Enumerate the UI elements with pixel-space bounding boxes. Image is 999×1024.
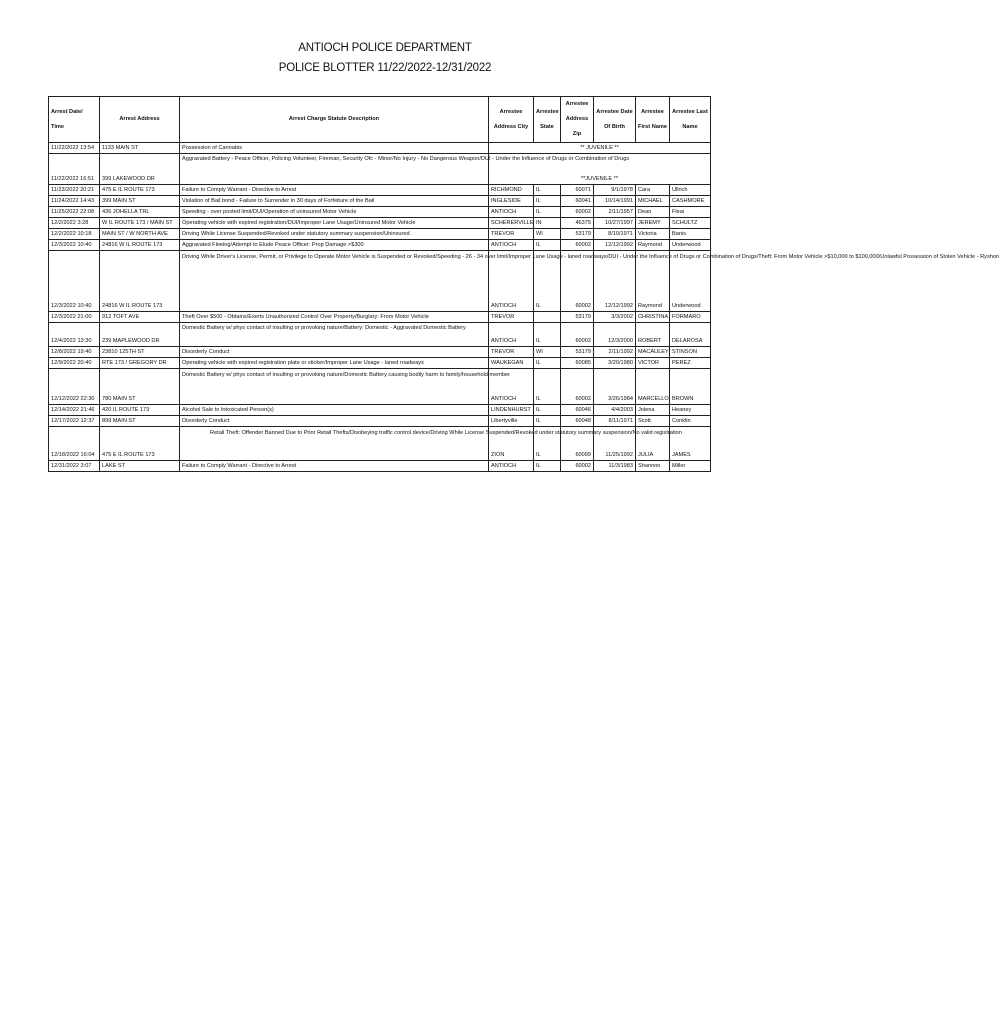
- cell-dob: 3/20/1980: [594, 358, 636, 369]
- cell-first-name: Dean: [636, 207, 670, 218]
- cell-zip: 60002: [561, 323, 594, 347]
- cell-zip: 60002: [561, 461, 594, 472]
- arrest-table: [48, 96, 999, 472]
- cell-zip: 60099: [561, 427, 594, 461]
- cell-last-name: Heaney: [670, 405, 711, 416]
- cell-address: 399 MAIN ST: [100, 196, 180, 207]
- table-row: [49, 427, 711, 461]
- cell-last-name: Fleai: [670, 207, 711, 218]
- col-header-charge: Arrest Charge Statute Description: [180, 97, 489, 143]
- cell-city: ANTIOCH: [489, 461, 534, 472]
- cell-first-name: VICTOR: [636, 358, 670, 369]
- cell-first-name: ROBERT: [636, 323, 670, 347]
- cell-city: TREVOR: [489, 229, 534, 240]
- cell-zip: 53179: [561, 312, 594, 323]
- cell-state: IL: [534, 196, 561, 207]
- cell-state: IL: [534, 416, 561, 427]
- cell-first-name: CHRISTINA: [636, 312, 670, 323]
- cell-zip: 53179: [561, 229, 594, 240]
- cell-state: IL: [534, 185, 561, 196]
- cell-date-time: 11/22/2022 16:51: [49, 154, 100, 185]
- cell-first-name: Victoria: [636, 229, 670, 240]
- cell-city: WAUKEGAN: [489, 358, 534, 369]
- table-row: [49, 347, 711, 358]
- col-header-address: Arrest Address: [100, 97, 180, 143]
- cell-charge: Driving While Driver's License, Permit, or Privilege to Operate Motor Vehicle is Suspended or Revoked/Speeding - 26 - 34 over limit/Improper Lane Usage - laned roadways/DUI - Under the Influence of Drugs or Combination of Drugs/Theft: From Motor Vehicle >$10,000 to $100,000/Unlawful Possession of Stolen Vehicle - Ryshon: [180, 251, 489, 312]
- cell-date-time: 12/2/2022 10:18: [49, 229, 100, 240]
- cell-date-time: 11/25/2022 22:08: [49, 207, 100, 218]
- cell-last-name: SCHULTZ: [670, 218, 711, 229]
- table-row: [49, 323, 711, 347]
- cell-city: SCHERERVILLE: [489, 218, 534, 229]
- cell-charge: Aggravated Battery - Peace Officer, Policing Volunteer, Fireman, Security Ofc - Minor/No Injury - No Dangerous Weapon/DUI - Under the Influence of Drugs or Combination of Drugs: [180, 154, 489, 185]
- cell-charge: Domestic Battery w/ phys contact of insulting or provoking nature/Battery: Domestic - Aggravated Domestic Battery: [180, 323, 489, 347]
- cell-last-name: PEREZ: [670, 358, 711, 369]
- cell-last-name: Underwood: [670, 251, 711, 312]
- table-row: [49, 312, 711, 323]
- cell-last-name: Underwood: [670, 240, 711, 251]
- table-row: [49, 461, 711, 472]
- table-row: [49, 251, 711, 312]
- cell-address: 475 E IL ROUTE 173: [100, 185, 180, 196]
- cell-first-name: Shannon: [636, 461, 670, 472]
- cell-zip: 60002: [561, 240, 594, 251]
- cell-charge: Failure to Comply Warrant - Directive to Arrest: [180, 461, 489, 472]
- cell-address: 23810 125TH ST: [100, 347, 180, 358]
- cell-charge: Failure to Comply Warrant - Directive to Arrest: [180, 185, 489, 196]
- department-title: ANTIOCH POLICE DEPARTMENT: [298, 42, 472, 54]
- cell-charge: Violation of Bail bond - Failure to Surrender in 30 days of Forfeiture of the Bail: [180, 196, 489, 207]
- cell-dob: 3/26/1984: [594, 369, 636, 405]
- table-row: [49, 416, 711, 427]
- cell-city: LINDENHURST: [489, 405, 534, 416]
- cell-zip: 46375: [561, 218, 594, 229]
- cell-first-name: Cara: [636, 185, 670, 196]
- cell-address: 399 LAKEWOOD DR: [100, 154, 180, 185]
- cell-state: WI: [534, 229, 561, 240]
- cell-first-name: MACAULEY: [636, 347, 670, 358]
- cell-date-time: 11/22/2022 13:54: [49, 143, 100, 154]
- col-header-date-time: Arrest Date/ Time: [49, 97, 100, 143]
- cell-state: [534, 312, 561, 323]
- cell-charge: Operating vehicle with expired registration/DUI/Improper Lane Usage/Uninsured Motor Vehicle: [180, 218, 489, 229]
- cell-dob: 8/11/1971: [594, 416, 636, 427]
- cell-last-name: JAMES: [670, 427, 711, 461]
- cell-zip: 60002: [561, 369, 594, 405]
- cell-last-name: FORMARO: [670, 312, 711, 323]
- cell-date-time: 12/12/2022 22:30: [49, 369, 100, 405]
- cell-charge: Disorderly Conduct: [180, 347, 489, 358]
- cell-date-time: 11/23/2022 20:21: [49, 185, 100, 196]
- juvenile-label: ** JUVENILE **: [489, 143, 711, 154]
- cell-city: TREVOR: [489, 347, 534, 358]
- cell-first-name: JULIA: [636, 427, 670, 461]
- cell-dob: 12/3/2000: [594, 323, 636, 347]
- cell-date-time: 12/31/2022 3:07: [49, 461, 100, 472]
- cell-city: INGLESIDE: [489, 196, 534, 207]
- cell-city: RICHMOND: [489, 185, 534, 196]
- cell-last-name: Ullrich: [670, 185, 711, 196]
- cell-last-name: CASHMORE: [670, 196, 711, 207]
- cell-first-name: JEREMY: [636, 218, 670, 229]
- cell-dob: 12/12/1992: [594, 240, 636, 251]
- cell-dob: 9/1/1978: [594, 185, 636, 196]
- cell-address: 780 MAIN ST: [100, 369, 180, 405]
- cell-dob: 2/11/1992: [594, 347, 636, 358]
- cell-date-time: 12/14/2022 21:46: [49, 405, 100, 416]
- cell-address: 436 JOHELLA TRL: [100, 207, 180, 218]
- cell-zip: 60041: [561, 196, 594, 207]
- cell-charge: Domestic Battery w/ phys contact of insulting or provoking nature/Domestic Battery causing bodily harm to family/household member: [180, 369, 489, 405]
- col-header-dob: Arrestee Date Of Birth: [594, 97, 636, 143]
- cell-first-name: Jolena: [636, 405, 670, 416]
- cell-last-name: Banis: [670, 229, 711, 240]
- cell-address: LAKE ST: [100, 461, 180, 472]
- cell-date-time: 12/9/2022 20:40: [49, 358, 100, 369]
- cell-charge: Driving While License Suspended/Revoked under statutory summary suspension/Uninsured: [180, 229, 489, 240]
- cell-last-name: BROWN: [670, 369, 711, 405]
- cell-state: IL: [534, 427, 561, 461]
- cell-city: ANTIOCH: [489, 323, 534, 347]
- cell-dob: 11/3/1983: [594, 461, 636, 472]
- cell-date-time: 12/18/2022 16:04: [49, 427, 100, 461]
- table-header-row: [49, 97, 711, 143]
- cell-first-name: MARCELLO: [636, 369, 670, 405]
- report-header: [0, 38, 770, 78]
- cell-last-name: Conklin: [670, 416, 711, 427]
- cell-dob: 10/14/1991: [594, 196, 636, 207]
- cell-address: W IL ROUTE 173 / MAIN ST: [100, 218, 180, 229]
- cell-state: IL: [534, 207, 561, 218]
- cell-charge: Speeding - over posted limit/DUI/Operation of uninsured Motor Vehicle: [180, 207, 489, 218]
- cell-charge: Retail Theft: Offender Banned Due to Prior Retail Thefts/Disobeying traffic control device/Driving While License Suspended/Revoked under statutory summary suspension/No valid registration: [180, 427, 489, 461]
- col-header-last-name: Arrestee Last Name: [670, 97, 711, 143]
- cell-last-name: DELAROSA: [670, 323, 711, 347]
- table-row: [49, 207, 711, 218]
- cell-dob: 10/27/1997: [594, 218, 636, 229]
- cell-date-time: 11/24/2022 14:43: [49, 196, 100, 207]
- cell-date-time: 12/2/2022 3:28: [49, 218, 100, 229]
- cell-address: 420 IL ROUTE 173: [100, 405, 180, 416]
- cell-first-name: Raymond: [636, 240, 670, 251]
- blotter-title: POLICE BLOTTER 11/22/2022-12/31/2022: [278, 62, 492, 74]
- cell-zip: 60085: [561, 358, 594, 369]
- cell-address: 899 MAIN ST: [100, 416, 180, 427]
- col-header-state: Arrestee State: [534, 97, 561, 143]
- cell-address: 912 TOFT AVE: [100, 312, 180, 323]
- cell-dob: 12/12/1992: [594, 251, 636, 312]
- cell-date-time: 12/17/2022 12:37: [49, 416, 100, 427]
- cell-dob: 11/25/1992: [594, 427, 636, 461]
- cell-city: ZION: [489, 427, 534, 461]
- cell-city: ANTIOCH: [489, 207, 534, 218]
- cell-zip: 60046: [561, 405, 594, 416]
- cell-charge: Alcohol Sale to Intoxicated Person(s): [180, 405, 489, 416]
- cell-state: IL: [534, 240, 561, 251]
- cell-address: RTE 173 / GREGORY DR: [100, 358, 180, 369]
- cell-dob: 3/3/2002: [594, 312, 636, 323]
- cell-state: IL: [534, 323, 561, 347]
- cell-address: 1133 MAIN ST: [100, 143, 180, 154]
- cell-city: TREVOR: [489, 312, 534, 323]
- cell-city: ANTIOCH: [489, 369, 534, 405]
- cell-charge: Aggravated Fleeing/Attempt to Elude Peace Officer: Prop Damage >$300: [180, 240, 489, 251]
- cell-city: ANTIOCH: [489, 251, 534, 312]
- table-row: [49, 229, 711, 240]
- cell-date-time: 12/3/2022 10:40: [49, 240, 100, 251]
- cell-date-time: 12/3/2022 21:00: [49, 312, 100, 323]
- cell-state: WI: [534, 347, 561, 358]
- table-row: [49, 185, 711, 196]
- col-header-zip: Arrestee Address Zip: [561, 97, 594, 143]
- table-row: [49, 358, 711, 369]
- cell-first-name: MICHAEL: [636, 196, 670, 207]
- col-header-first-name: Arrestee First Name: [636, 97, 670, 143]
- cell-zip: 53179: [561, 347, 594, 358]
- cell-last-name: Miller: [670, 461, 711, 472]
- col-header-city: Arrestee Address City: [489, 97, 534, 143]
- table-row: [49, 218, 711, 229]
- table-row: [49, 240, 711, 251]
- cell-charge: Disorderly Conduct: [180, 416, 489, 427]
- cell-state: IL: [534, 369, 561, 405]
- table-row: [49, 154, 711, 185]
- cell-dob: 2/11/1957: [594, 207, 636, 218]
- cell-address: 24816 W IL ROUTE 173: [100, 251, 180, 312]
- cell-address: 239 MAPLEWOOD DR: [100, 323, 180, 347]
- cell-city: Libertyville: [489, 416, 534, 427]
- cell-state: IL: [534, 405, 561, 416]
- cell-date-time: 12/3/2022 10:40: [49, 251, 100, 312]
- table-row: [49, 405, 711, 416]
- cell-first-name: Raymond: [636, 251, 670, 312]
- juvenile-label: **JUVENILE **: [489, 154, 711, 185]
- cell-last-name: STINSON: [670, 347, 711, 358]
- cell-state: IL: [534, 251, 561, 312]
- table-row: [49, 143, 711, 154]
- cell-charge: Operating vehicle with expired registration plate or sticker/Improper Lane Usage - laned roadways: [180, 358, 489, 369]
- cell-charge: Possession of Cannabis: [180, 143, 489, 154]
- cell-dob: 4/4/2003: [594, 405, 636, 416]
- table-row: [49, 369, 711, 405]
- cell-zip: 60071: [561, 185, 594, 196]
- table-row: [49, 196, 711, 207]
- cell-state: IL: [534, 358, 561, 369]
- cell-zip: 60002: [561, 207, 594, 218]
- cell-dob: 8/10/1971: [594, 229, 636, 240]
- cell-address: 24816 W IL ROUTE 173: [100, 240, 180, 251]
- cell-address: 475 E IL ROUTE 173: [100, 427, 180, 461]
- cell-zip: 60002: [561, 251, 594, 312]
- cell-address: MAIN ST / W NORTH AVE: [100, 229, 180, 240]
- cell-date-time: 12/4/2022 13:30: [49, 323, 100, 347]
- cell-city: ANTIOCH: [489, 240, 534, 251]
- cell-state: IN: [534, 218, 561, 229]
- cell-date-time: 12/8/2022 19:40: [49, 347, 100, 358]
- cell-charge: Theft Over $500 - Obtains/Exerts Unauthorized Control Over Property/Burglary: From Motor Vehicle: [180, 312, 489, 323]
- cell-zip: 60048: [561, 416, 594, 427]
- cell-first-name: Scott: [636, 416, 670, 427]
- cell-state: IL: [534, 461, 561, 472]
